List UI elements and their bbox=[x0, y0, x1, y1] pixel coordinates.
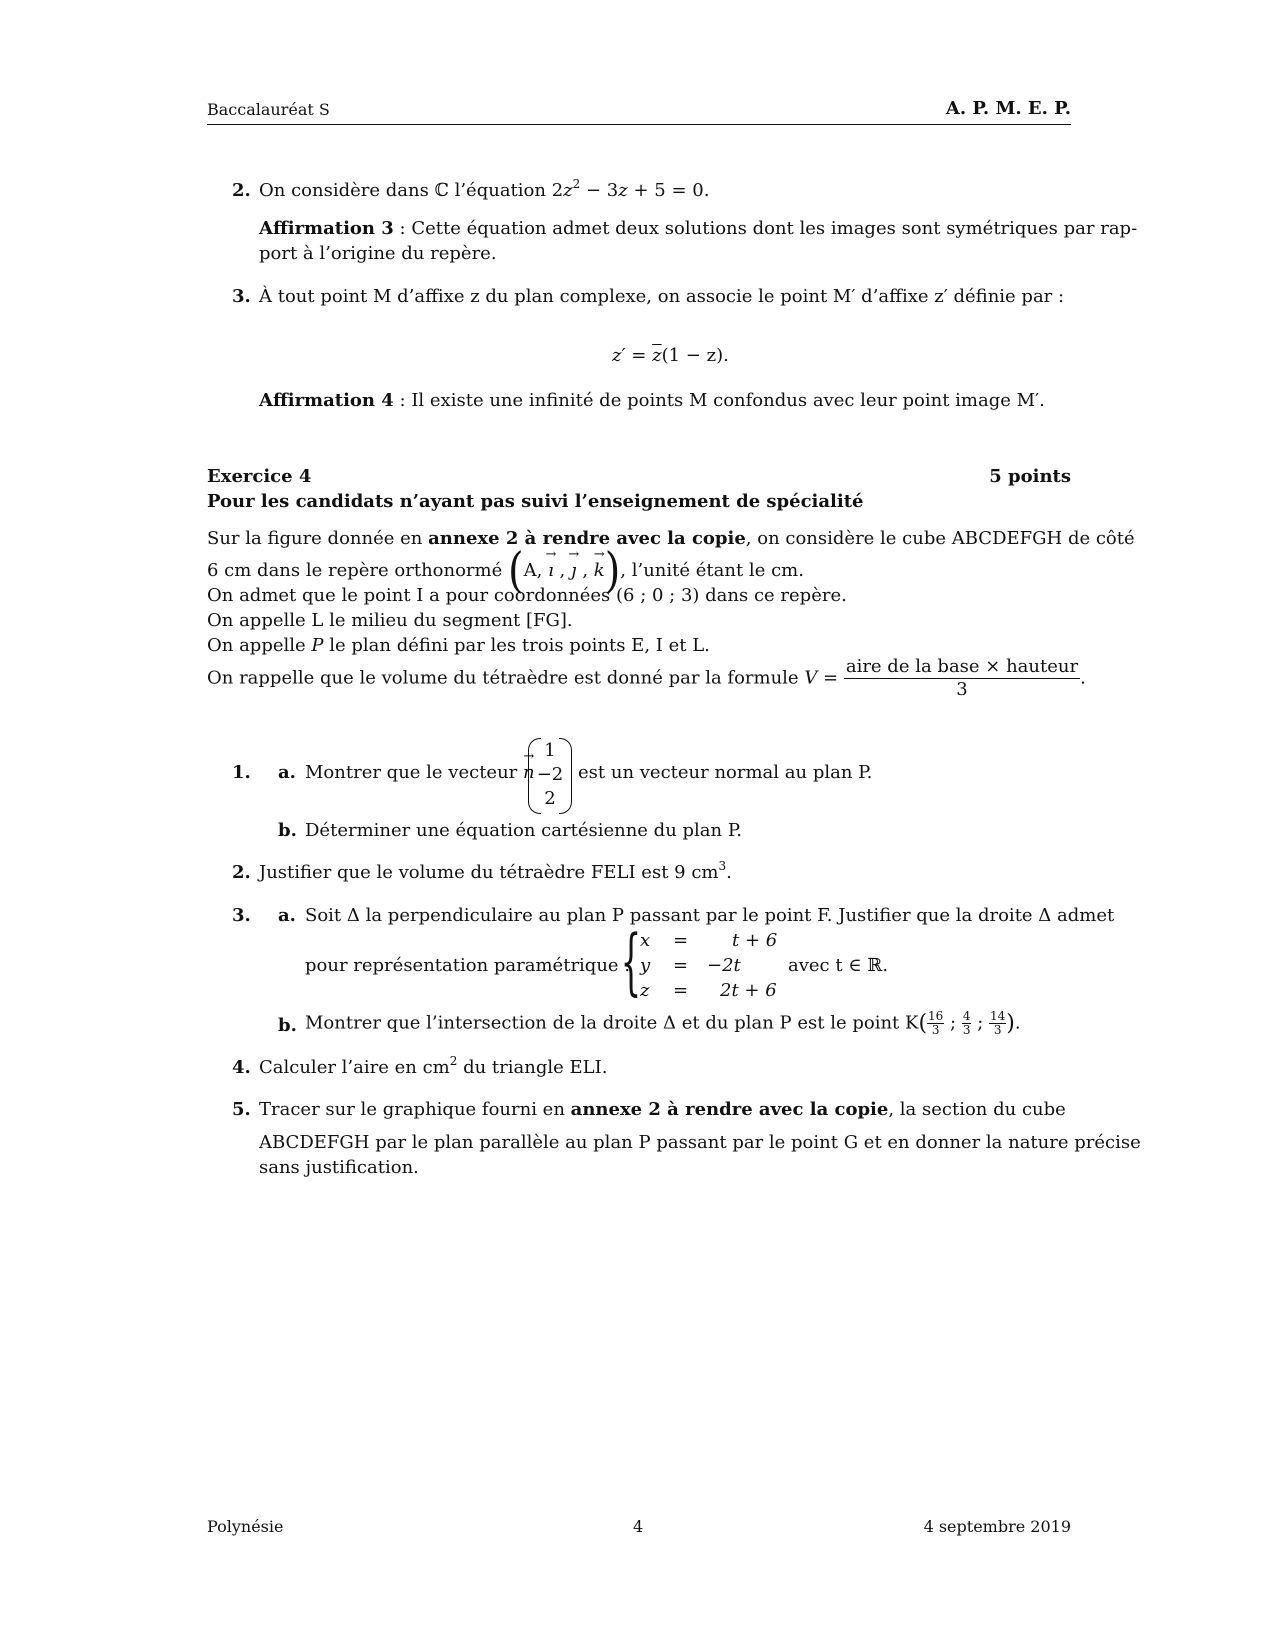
item-1a-text: Montrer que le vecteur → n bbox=[305, 762, 535, 783]
system-rhs-z: 2t + 6 bbox=[720, 980, 777, 1001]
system-z: z bbox=[640, 980, 650, 1001]
affirmation-4: Affirmation 4 : Il existe une infinité de points M confondus avec leur point image M′. bbox=[259, 390, 1045, 411]
q3-number: 3. bbox=[232, 286, 251, 307]
item-3b-label: b. bbox=[278, 1015, 297, 1036]
ex4-para-2: 6 cm dans le repère orthonormé (A, → ı , → ȷ , → k), l’unité étant le cm. bbox=[207, 556, 804, 586]
q3-formula: $z' = \overline{z}(1 - z)$. bbox=[612, 345, 729, 366]
ex4-para-4: On appelle L le milieu du segment [FG]. bbox=[207, 610, 573, 631]
q2-number: 2. bbox=[232, 180, 251, 201]
item-3a-text: Soit Δ la perpendiculaire au plan P passant par le point F. Justifier que la droite Δ admet bbox=[305, 905, 1115, 926]
header-rule bbox=[207, 124, 1071, 125]
system-y: y bbox=[640, 955, 651, 976]
item-2-text: Justifier que le volume du tétraèdre FELI est 9 $cm^3$. bbox=[259, 859, 732, 883]
system-eq-3: = bbox=[673, 980, 689, 1001]
system-rhs-y: −2t bbox=[707, 955, 741, 976]
footer-left: Polynésie bbox=[207, 1517, 284, 1536]
item-2-number: 2. bbox=[232, 862, 251, 883]
item-3a-text-2: pour représentation paramétrique : bbox=[305, 955, 631, 976]
vector-i: → ı bbox=[548, 560, 554, 581]
q2-text: On considère dans ℂ l’équation $2z^2 - 3z + 5 = 0$. bbox=[259, 177, 710, 201]
normal-vector-matrix: 1 −2 2 bbox=[528, 738, 572, 812]
system-rhs-x: t + 6 bbox=[732, 930, 778, 951]
system-avec: avec t ∈ ℝ. bbox=[788, 955, 889, 976]
ex4-para-3: On admet que le point I a pour coordonnées (6 ; 0 ; 3) dans ce repère. bbox=[207, 585, 847, 606]
system-eq-2: = bbox=[673, 955, 689, 976]
item-3b-text: Montrer que l’intersection de la droite Δ et du plan P est le point K( $\frac{16}{3}$ ; $\frac{4}{3}$ ; $\frac{14}{3}$ ). bbox=[305, 1009, 1021, 1037]
exercise-subtitle: Pour les candidats n’ayant pas suivi l’enseignement de spécialité bbox=[207, 491, 864, 512]
item-1a-tail: est un vecteur normal au plan P. bbox=[578, 762, 873, 783]
item-5-number: 5. bbox=[232, 1099, 251, 1120]
exercise-points: 5 points bbox=[989, 466, 1071, 487]
volume-fraction: $\frac{\text{aire de la base × hauteur}}{3}$ bbox=[845, 656, 1079, 700]
header-left: Baccalauréat S bbox=[207, 100, 330, 119]
vector-n: → n bbox=[523, 762, 535, 783]
header-right: A. P. M. E. P. bbox=[945, 98, 1071, 119]
item-4-text: Calculer l’aire en $cm^2$ du triangle ELI. bbox=[259, 1054, 608, 1078]
system-brace: { bbox=[620, 919, 642, 1003]
item-5-text: Tracer sur le graphique fourni en annexe 2 à rendre avec la copie, la section du cube bbox=[259, 1099, 1066, 1120]
ex4-para-6: On rappelle que le volume du tétraèdre est donné par la formule V = $\frac{\text{aire de la base × hauteur}}{3}$ . bbox=[207, 656, 1086, 700]
q3-text: À tout point M d’affixe z du plan complexe, on associe le point M′ d’affixe z′ définie par : bbox=[259, 286, 1065, 307]
affirmation-3: Affirmation 3 : Cette équation admet deux solutions dont les images sont symétriques par rap- bbox=[259, 218, 1138, 239]
system-x: x bbox=[640, 930, 651, 951]
footer-date: 4 septembre 2019 bbox=[923, 1517, 1071, 1536]
affirmation-3-cont: port à l’origine du repère. bbox=[259, 243, 497, 264]
ex4-para-1: Sur la figure donnée en annexe 2 à rendre avec la copie, on considère le cube ABCDEFGH de côté bbox=[207, 528, 1135, 549]
ex4-para-5: On appelle P le plan défini par les trois points E, I et L. bbox=[207, 635, 710, 656]
item-3-number: 3. bbox=[232, 905, 251, 926]
item-1a-label: a. bbox=[278, 762, 296, 783]
vector-j: → ȷ bbox=[571, 560, 577, 581]
page-number: 4 bbox=[633, 1517, 644, 1536]
item-1b-label: b. bbox=[278, 820, 297, 841]
item-3a-label: a. bbox=[278, 905, 296, 926]
item-4-number: 4. bbox=[232, 1057, 251, 1078]
vector-k: → k bbox=[594, 560, 605, 581]
item-1-number: 1. bbox=[232, 762, 251, 783]
system-eq-1: = bbox=[673, 930, 689, 951]
exercise-title: Exercice 4 bbox=[207, 466, 312, 487]
item-5-text-2: ABCDEFGH par le plan parallèle au plan P passant par le point G et en donner la nature précise bbox=[259, 1132, 1141, 1153]
item-5-text-3: sans justification. bbox=[259, 1157, 419, 1178]
item-1b-text: Déterminer une équation cartésienne du plan P. bbox=[305, 820, 743, 841]
